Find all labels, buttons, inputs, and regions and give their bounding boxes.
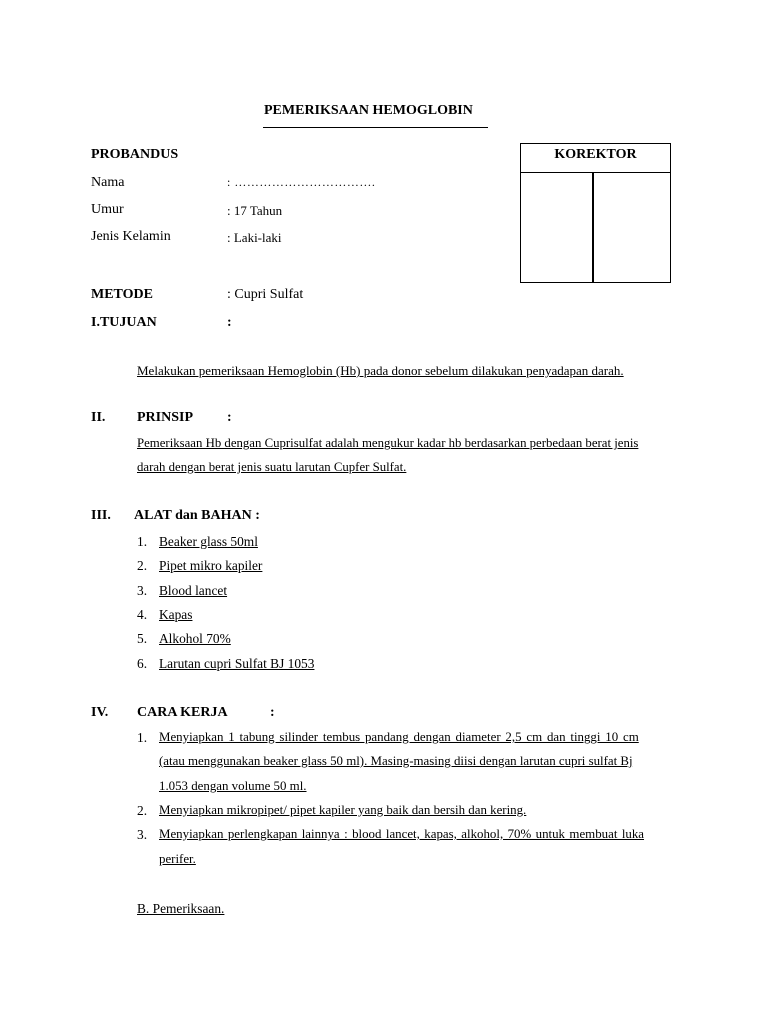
list-item-number: 2. xyxy=(137,558,148,573)
cara-number: IV. xyxy=(91,705,109,720)
prinsip-text-line1: Pemeriksaan Hb dengan Cuprisulfat adalah mengukur kadar hb berdasarkan perbedaan berat jenis xyxy=(137,436,639,450)
tujuan-text: Melakukan pemeriksaan Hemoglobin (Hb) pada donor sebelum dilakukan penyadapan darah. xyxy=(137,363,624,378)
tujuan-label: I.TUJUAN xyxy=(91,315,157,330)
list-item-text: Kapas xyxy=(159,607,193,622)
list-item-number: 6. xyxy=(137,656,148,671)
step-3-line2: perifer. xyxy=(159,852,196,866)
step-2-number: 2. xyxy=(137,803,148,818)
step-3-number: 3. xyxy=(137,827,148,842)
step-1-line3: 1.053 dengan volume 50 ml. xyxy=(159,779,307,793)
nama-label: Nama xyxy=(91,175,125,190)
prinsip-text-line2: darah dengan berat jenis suatu larutan Cupfer Sulfat. xyxy=(137,460,407,474)
cara-colon: : xyxy=(270,705,275,720)
list-item-number: 5. xyxy=(137,631,148,646)
korektor-box xyxy=(520,143,671,283)
prinsip-number: II. xyxy=(91,410,106,425)
title-underline xyxy=(263,127,488,128)
list-item-text: Alkohol 70% xyxy=(159,631,231,646)
jenis-kelamin-label: Jenis Kelamin xyxy=(91,229,171,244)
umur-value: : 17 Tahun xyxy=(227,203,283,218)
step-3-line1: Menyiapkan perlengkapan lainnya : blood lancet, kapas, alkohol, 70% untuk membuat luka xyxy=(159,827,645,841)
step-1-number: 1. xyxy=(137,730,148,745)
list-item-number: 3. xyxy=(137,583,148,598)
pemeriksaan-heading: B. Pemeriksaan. xyxy=(137,901,225,916)
list-item-text: Pipet mikro kapiler xyxy=(159,558,263,573)
alat-label: ALAT dan BAHAN : xyxy=(134,508,260,523)
step-1-line1: Menyiapkan 1 tabung silinder tembus pandang dengan diameter 2,5 cm dan tinggi 10 cm xyxy=(159,730,639,744)
umur-label: Umur xyxy=(91,202,124,217)
probandus-heading: PROBANDUS xyxy=(91,147,179,162)
prinsip-label: PRINSIP xyxy=(137,410,194,425)
page-title: PEMERIKSAAN HEMOGLOBIN xyxy=(264,103,473,118)
list-item-text: Beaker glass 50ml xyxy=(159,534,258,549)
nama-value: : ……………………………. xyxy=(227,175,376,189)
step-1-line2: (atau menggunakan beaker glass 50 ml). Masing-masing diisi dengan larutan cupri sulfat Bj xyxy=(159,754,633,768)
list-item-text: Larutan cupri Sulfat BJ 1053 xyxy=(159,656,315,671)
list-item-number: 4. xyxy=(137,607,148,622)
metode-value: : Cupri Sulfat xyxy=(227,287,304,302)
tujuan-colon: : xyxy=(227,315,232,330)
step-2-line1: Menyiapkan mikropipet/ pipet kapiler yang baik dan bersih dan kering. xyxy=(159,803,527,817)
prinsip-colon: : xyxy=(227,410,232,425)
cara-label: CARA KERJA xyxy=(137,705,228,720)
alat-number: III. xyxy=(91,508,111,523)
korektor-divider xyxy=(592,173,594,282)
metode-label: METODE xyxy=(91,287,153,302)
list-item-text: Blood lancet xyxy=(159,583,228,598)
jenis-kelamin-value: : Laki-laki xyxy=(227,230,282,245)
list-item-number: 1. xyxy=(137,534,148,549)
korektor-heading: KOREKTOR xyxy=(521,144,670,173)
